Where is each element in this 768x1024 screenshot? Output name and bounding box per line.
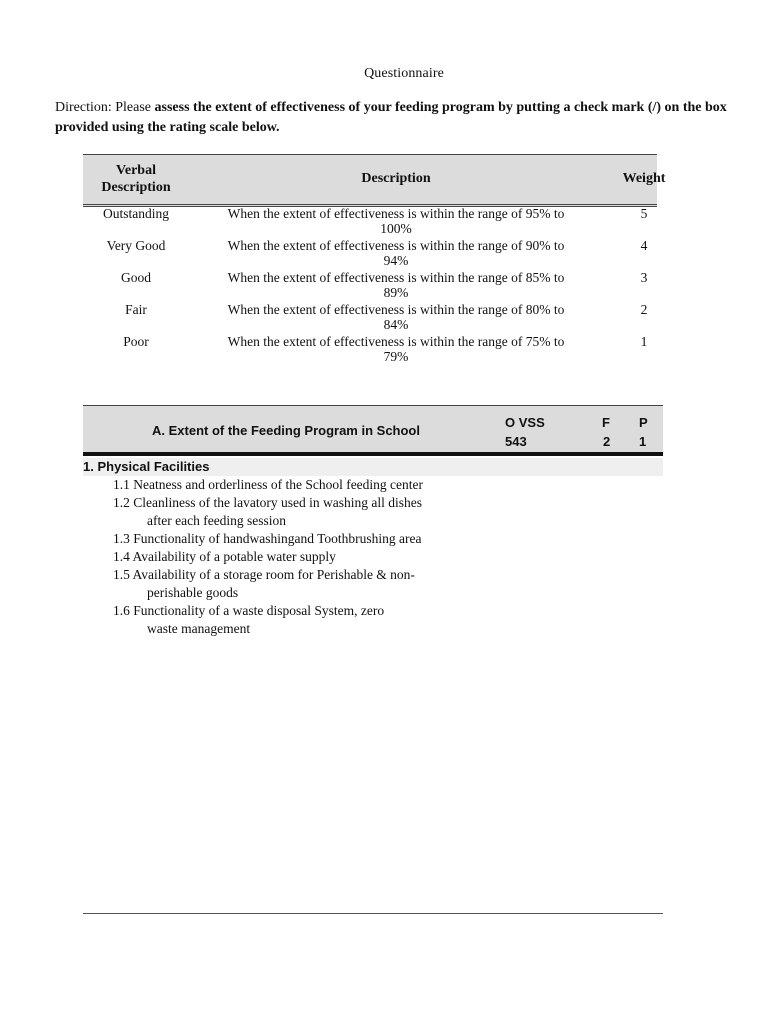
rating-weight: 4 bbox=[640, 238, 648, 253]
rating-verbal: Fair bbox=[125, 302, 147, 317]
rating-description-line1: When the extent of effectiveness is within the range of 90% to bbox=[227, 238, 565, 253]
rating-description-line1: When the extent of effectiveness is within the range of 95% to bbox=[227, 206, 565, 221]
column-f: F bbox=[602, 415, 610, 430]
list-item bbox=[113, 602, 493, 638]
rating-description-line2: 94% bbox=[383, 253, 409, 268]
physical-facilities-items bbox=[113, 476, 493, 638]
rating-description-line2: 79% bbox=[383, 349, 409, 364]
header-verbal-line1: Verbal bbox=[116, 163, 156, 178]
header-verbal-line2: Description bbox=[101, 180, 171, 195]
list-item bbox=[113, 566, 493, 602]
item-line1: 1.5 Availability of a storage room for Perishable & non- bbox=[113, 567, 415, 582]
rating-row-good bbox=[83, 270, 657, 302]
rating-verbal: Outstanding bbox=[103, 206, 169, 221]
rating-weight: 5 bbox=[640, 206, 648, 221]
direction-instruction: assess the extent of effectiveness of your feeding program by putting a check mark (/) on the box provided using the rating scale below. bbox=[55, 100, 727, 135]
item-line1: 1.4 Availability of a potable water supply bbox=[113, 549, 336, 564]
page-title: Questionnaire bbox=[364, 66, 444, 81]
footer-divider bbox=[83, 913, 663, 914]
column-o-vss: O VSS bbox=[505, 415, 545, 430]
direction-lead: Direction: Please bbox=[55, 100, 155, 115]
list-item bbox=[113, 530, 493, 548]
rating-row-outstanding bbox=[83, 206, 657, 238]
list-item bbox=[113, 548, 493, 566]
item-line2: after each feeding session bbox=[147, 513, 287, 528]
rating-description-line1: When the extent of effectiveness is within the range of 85% to bbox=[227, 270, 565, 285]
direction-paragraph bbox=[55, 98, 735, 138]
rating-weight: 2 bbox=[640, 302, 648, 317]
item-line1: 1.1 Neatness and orderliness of the School feeding center bbox=[113, 477, 424, 492]
rating-description bbox=[199, 238, 593, 268]
rating-scale-header bbox=[83, 154, 666, 207]
rating-weight: 1 bbox=[640, 334, 648, 349]
rating-row-poor bbox=[83, 334, 657, 366]
rating-description bbox=[199, 270, 593, 300]
extent-table-header bbox=[83, 405, 663, 456]
column-1: 1 bbox=[639, 434, 647, 449]
rating-description bbox=[199, 206, 593, 236]
rating-description-line2: 100% bbox=[380, 221, 412, 236]
rating-verbal: Poor bbox=[123, 334, 149, 349]
extent-table-title: A. Extent of the Feeding Program in School bbox=[152, 423, 420, 438]
rating-weight: 3 bbox=[640, 270, 648, 285]
rating-verbal: Good bbox=[121, 270, 151, 285]
rating-description-line2: 84% bbox=[383, 317, 409, 332]
item-line1: 1.6 Functionality of a waste disposal System, zero bbox=[113, 603, 385, 618]
column-2: 2 bbox=[603, 434, 611, 449]
list-item bbox=[113, 476, 493, 494]
item-line2: waste management bbox=[147, 621, 251, 636]
rating-description-line1: When the extent of effectiveness is within the range of 80% to bbox=[227, 302, 565, 317]
rating-description-line1: When the extent of effectiveness is within the range of 75% to bbox=[227, 334, 565, 349]
list-item bbox=[113, 494, 493, 530]
header-weight: Weight bbox=[622, 171, 666, 186]
item-line2: perishable goods bbox=[147, 585, 239, 600]
column-543: 543 bbox=[505, 434, 527, 449]
section-physical-facilities: 1. Physical Facilities bbox=[83, 458, 663, 476]
rating-row-fair bbox=[83, 302, 657, 334]
item-line1: 1.3 Functionality of handwashingand Toothbrushing area bbox=[113, 531, 422, 546]
header-verbal-description bbox=[83, 162, 189, 196]
rating-row-very-good bbox=[83, 238, 657, 270]
rating-verbal: Very Good bbox=[106, 238, 166, 253]
rating-description-line2: 89% bbox=[383, 285, 409, 300]
header-description: Description bbox=[361, 171, 431, 186]
rating-description bbox=[199, 334, 593, 364]
rating-description bbox=[199, 302, 593, 332]
column-p: P bbox=[639, 415, 648, 430]
item-line1: 1.2 Cleanliness of the lavatory used in washing all dishes bbox=[113, 495, 422, 510]
